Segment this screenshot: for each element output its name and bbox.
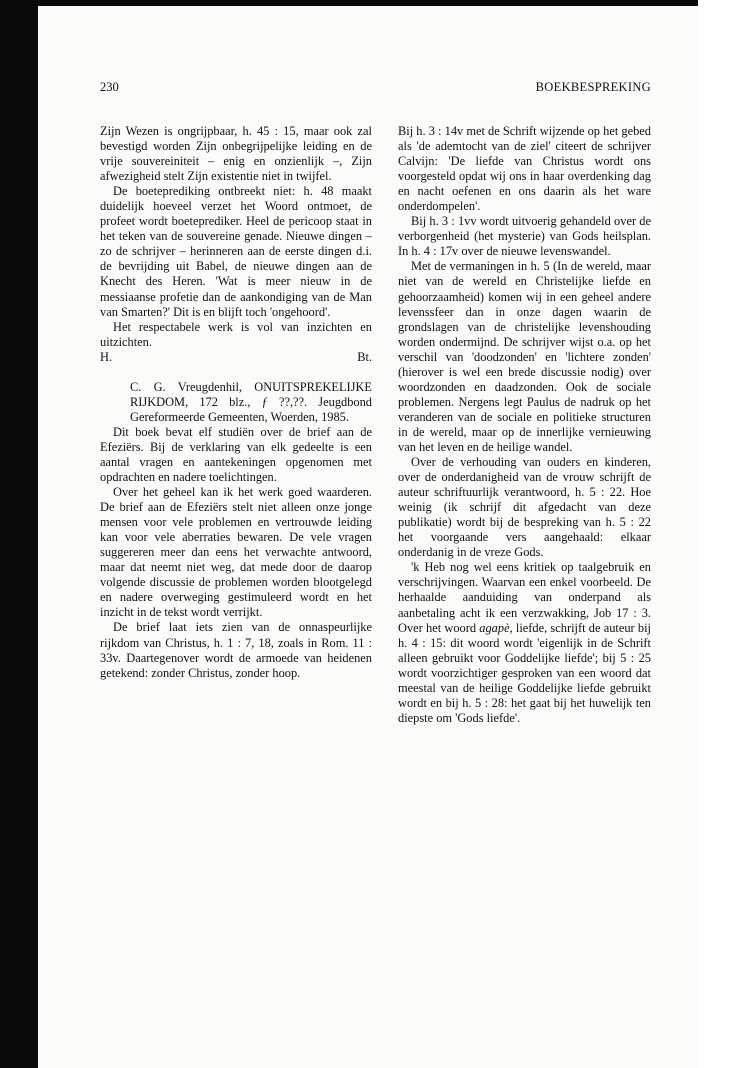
paragraph: Bij h. 3 : 14v met de Schrift wijzende op het gebed als 'de ademtocht van de ziel' citeert de schrijver Calvijn: 'De liefde van Christus wordt ons voorgesteld opdat wij ons in haar overdenking dag en nacht oefenen en ons daarin als het ware onderdompelen'. xyxy=(398,124,651,214)
paragraph: Over de verhouding van ouders en kinderen, over de onderdanigheid van de vrouw schrijft de auteur schriftuurlijk verantwoord, h. 5 : 22. Hoe weinig (ik schrijf dit afgedacht van deze publikatie) wordt bij de bespreking van h. 5 : 22 het voorgaande vers aangehaald: elkaar onderdanig in de vreze Gods. xyxy=(398,455,651,560)
right-column xyxy=(398,124,651,726)
paragraph: Zijn Wezen is ongrijpbaar, h. 45 : 15, maar ook zal bevestigd worden Zijn onbegrijpelijke leiding en de vrije souvereiniteit – enig en onzienlijk –, Zijn afwezigheid stelt Zijn existentie niet in twijfel. xyxy=(100,124,372,184)
bibliographic-line: ??,??. Jeugdbond Gereformeerde Gemeenten, Woerden, 1985. xyxy=(130,394,372,424)
page-header xyxy=(100,80,651,100)
paragraph: De boeteprediking ontbreekt niet: h. 48 maakt duidelijk hoeveel verzet het Woord ontmoet, de profeet wordt boeteprediker. Heel de pericoop staat in het teken van de souvereine genade. Nieuwe dingen – zo de schrijver – herinneren aan de eerste dingen d.i. de bevrijding uit Babel, de nieuwe dingen aan de Knecht des Heren. 'Wat is meer nieuw in de messiaanse profetie dan de aankondiging van de Man van Smarten?' Dit is en blijft toch 'ongehoord'. xyxy=(100,184,372,319)
paragraph: Bij h. 3 : 1vv wordt uitvoerig gehandeld over de verborgenheid (het mysterie) van Gods heilsplan. In h. 4 : 17v over de nieuwe levenswandel. xyxy=(398,214,651,259)
paragraph: Het respectabele werk is vol van inzichten en uitzichten. xyxy=(100,319,372,349)
paragraph-text: , liefde, schrijft de auteur bij h. 4 : 15: dit woord wordt 'eigenlijk in de Schrift alleen gebruikt voor Goddelijke liefde'; bij 5 : 25 wordt voorzichtiger gesproken van een woord dat meestal van de heilige Goddelijke liefde gebruikt wordt en bij h. 5 : 28: het gaat bij het huwelijk ten diepste om 'Gods liefde'. xyxy=(398,620,651,725)
paragraph-text: 'k Heb nog wel eens kritiek op taalgebruik en verschrijvingen. Waarvan een enkel voorbeeld. De herhaalde aanduiding van onderpand als aanbetaling acht ik een verzwakking, Job 17 : 3. Over het woord xyxy=(398,560,651,635)
paragraph: De brief laat iets zien van de onnaspeurlijke rijkdom van Christus, h. 1 : 7, 18, zoals in Rom. 11 : 33v. Daartegenover wordt de armoede van heidenen getekend: zonder Christus, zonder hoop. xyxy=(100,620,372,680)
price-symbol: ƒ xyxy=(261,394,268,409)
paragraph: Met de vermaningen in h. 5 (In de wereld, maar niet van de wereld en Christelijke liefde en gehoorzaamheid) komen wij in een geheel andere levenssfeer dan in onze dagen waarin de grondslagen van de christelijke levenshouding worden ondermijnd. De schrijver wijst o.a. op het verschil van 'doodzonden' en 'lichtere zonden' (hierover is wel een brede discussie nodig) over woordzonden en daadzonden. Ook de sociale problemen. Nergens legt Paulus de nadruk op het veranderen van de sociale en politieke structuren in de wereld, maar op de innerlijke vernieuwing van het leven en de heilige wandel. xyxy=(398,259,651,454)
paragraph: Over het geheel kan ik het werk goed waarderen. De brief aan de Efeziërs stelt niet alleen onze jonge mensen voor vele problemen en vertrouwde leiding kan voor vele aberraties bewaren. De vele vragen suggereren meer dan eens het verwachte antwoord, maar dat neemt niet weg, dat mede door de daarop volgende discussie de problemen worden blootgelegd en nadere overweging gestimuleerd wordt en het inzicht in de tekst wordt verrijkt. xyxy=(100,485,372,620)
signoff-reviewer: Bt. xyxy=(357,349,372,364)
scan-border-left xyxy=(0,0,38,1068)
running-head: BOEKBESPREKING xyxy=(535,80,651,94)
page-number: 230 xyxy=(100,80,119,94)
signoff-initial: H. xyxy=(100,349,113,364)
italic-term: agapè xyxy=(479,620,510,635)
paragraph xyxy=(398,560,651,726)
review-signoff xyxy=(100,350,372,365)
bibliographic-text xyxy=(130,380,372,425)
paragraph: Dit boek bevat elf studiën over de brief aan de Efeziërs. Bij de verklaring van elk gedeelte is een aantal vragen en aantekeningen opgenomen met opdrachten en nadere toelichtingen. xyxy=(100,424,372,484)
left-column xyxy=(100,124,372,681)
bibliographic-entry xyxy=(130,380,372,425)
bibliographic-line: C. G. Vreugdenhil, ONUITSPREKELIJKE RIJKDOM, 172 blz., xyxy=(130,379,372,409)
